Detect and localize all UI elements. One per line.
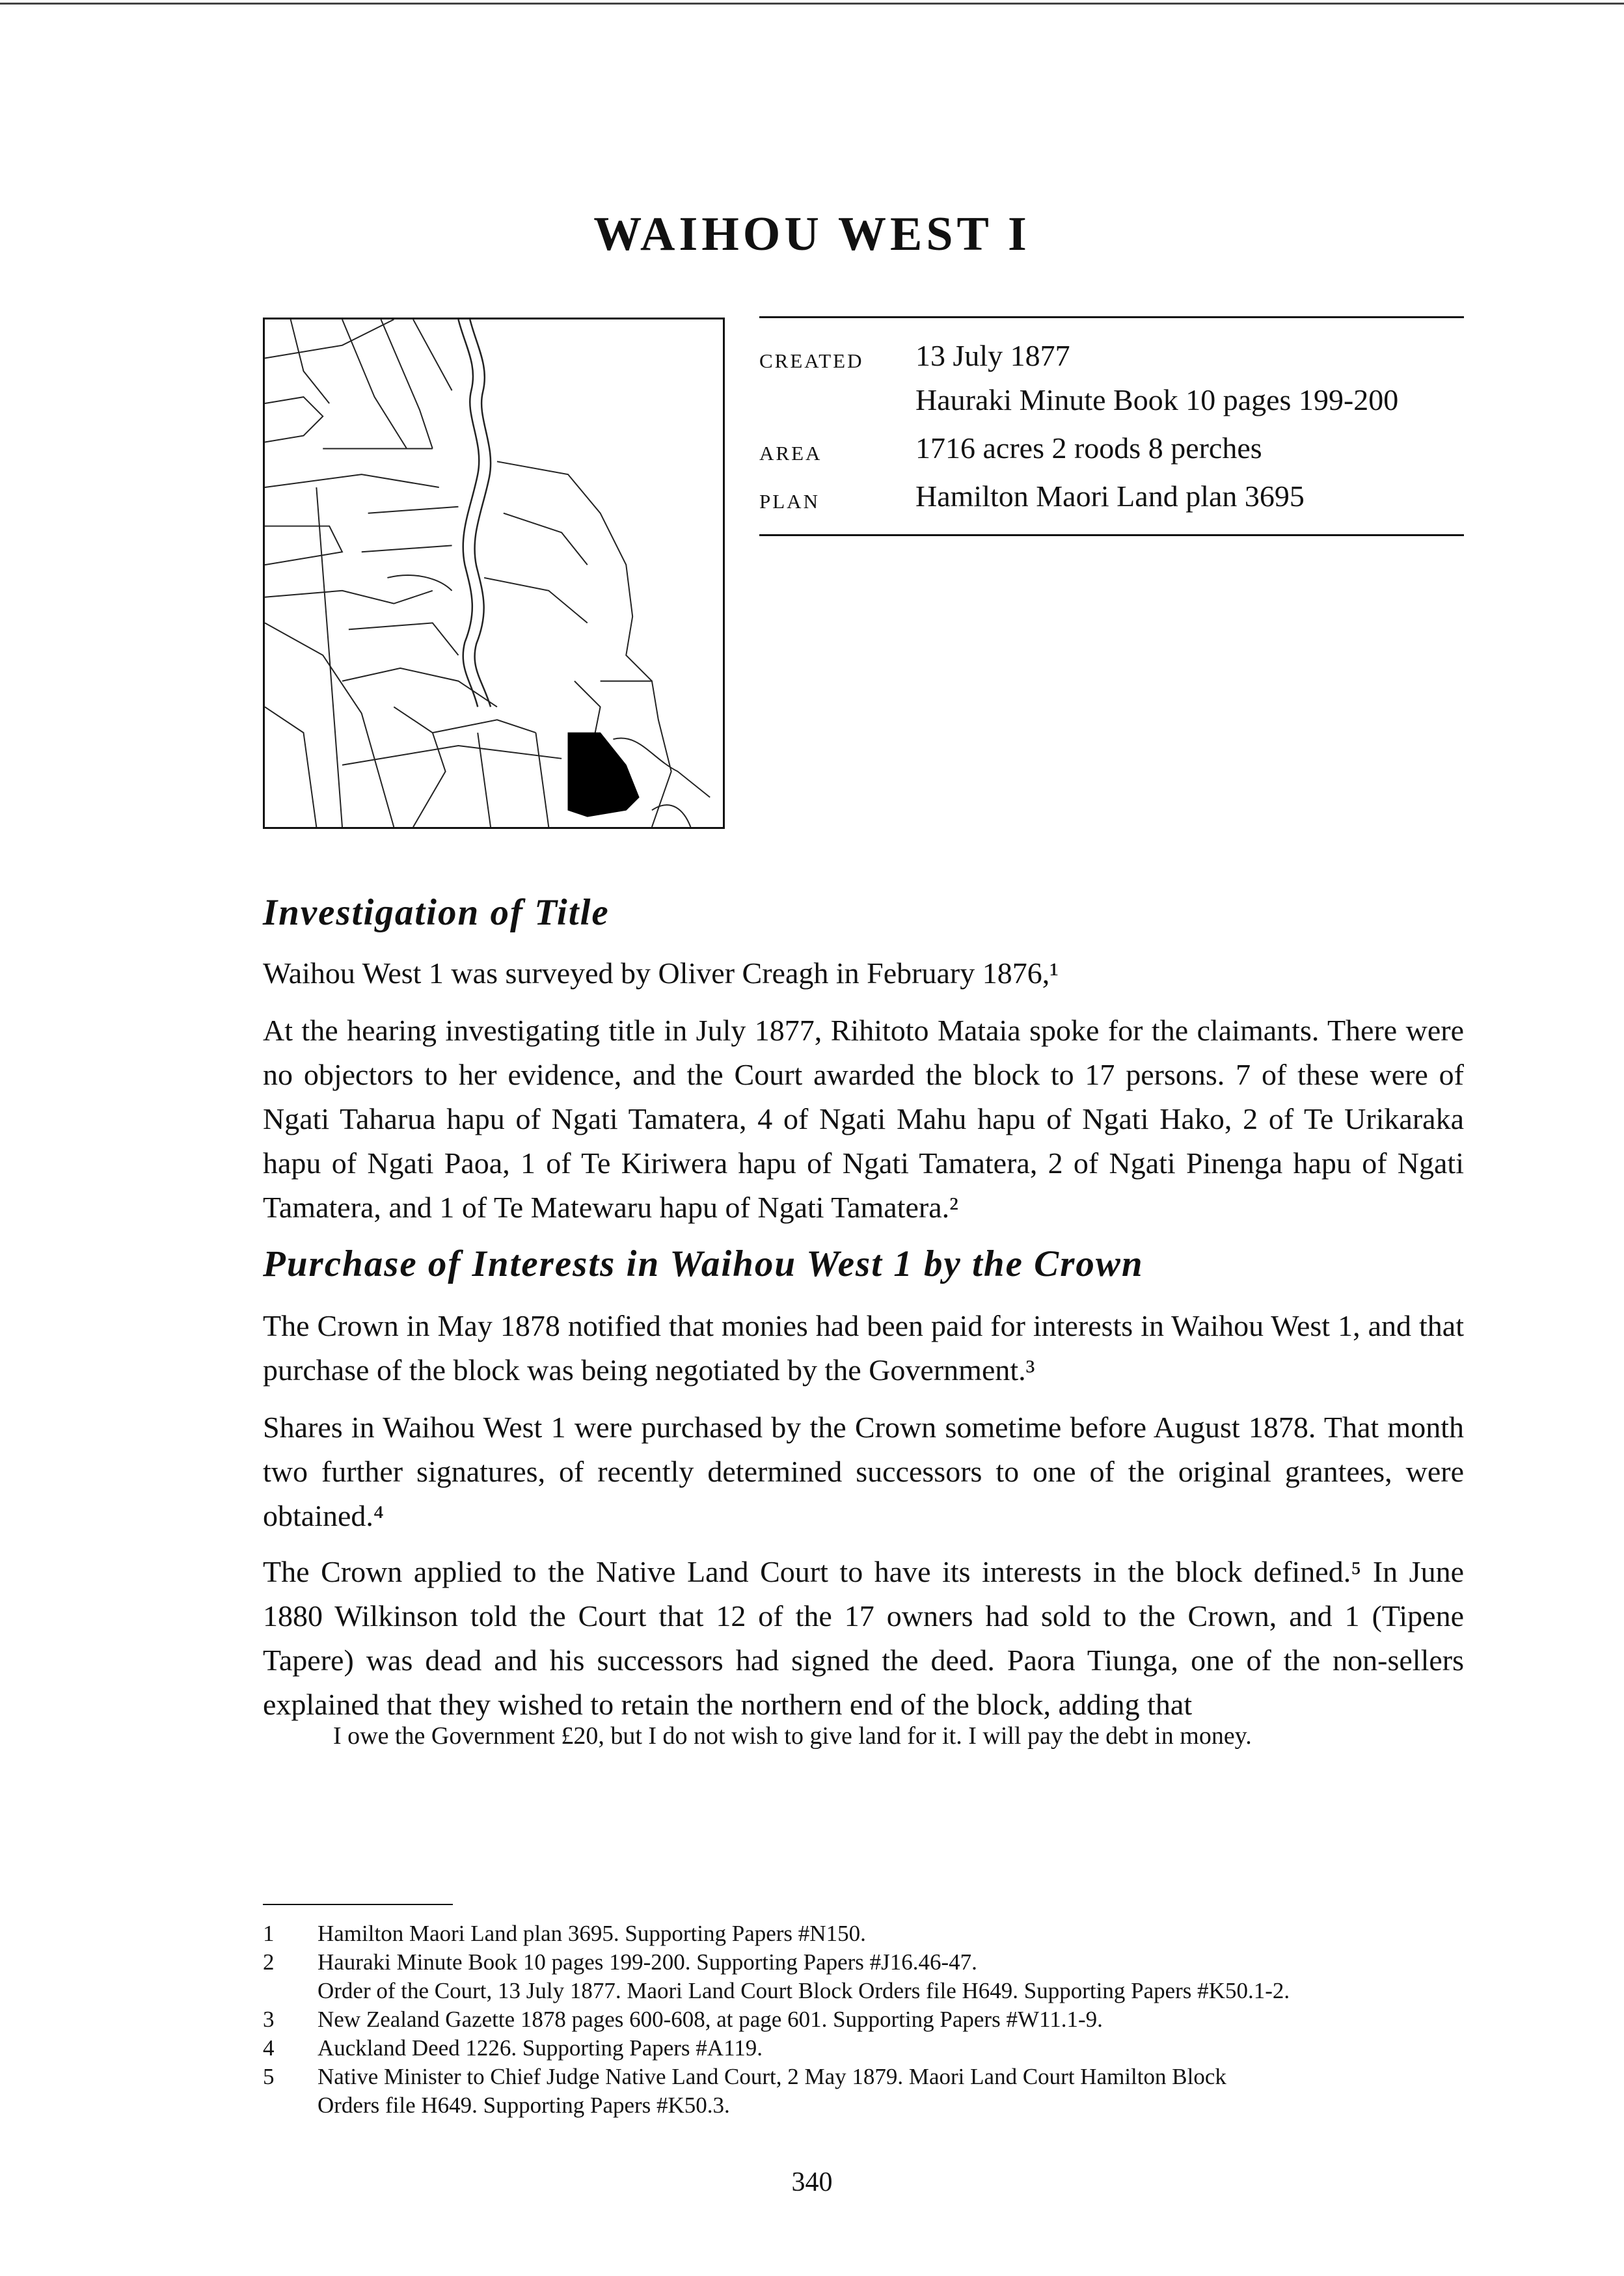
footnote-number: 5 (263, 2064, 275, 2089)
created-row (759, 334, 1464, 422)
footnote-text: Orders file H649. Supporting Papers #K50.3. (318, 2093, 730, 2118)
block-details-table (759, 316, 1464, 536)
paragraph: At the hearing investigating title in July 1877, Rihitoto Mataia spoke for the claimants. There were no objectors to her evidence, and the Court awarded the block to 17 persons. 7 of these were of Ngati Taharua hapu of Ngati Tamatera, 4 of Ngati Mahu hapu of Ngati Hako, 2 of Te Urikaraka hapu of Ngati Paoa, 1 of Te Kiriwera hapu of Ngati Tamatera, 2 of Ngati Pinenga hapu of Ngati Tamatera, and 1 of Te Matewaru hapu of Ngati Tamatera.² (263, 1014, 1464, 1224)
footnote (263, 1948, 1464, 2005)
block-map-drawing (265, 319, 723, 827)
footnote (263, 2005, 1464, 2034)
footnote-text: Hamilton Maori Land plan 3695. Supporting Papers #N150. (318, 1921, 866, 1946)
table-bottom-rule (759, 534, 1464, 536)
paragraph: Waihou West 1 was surveyed by Oliver Creagh in February 1876,¹ (263, 956, 1059, 990)
page-title: WAIHOU WEST I (593, 208, 1031, 261)
page-number: 340 (791, 2167, 833, 2197)
section-heading-investigation: Investigation of Title (263, 892, 610, 933)
footnote-number: 4 (263, 2035, 275, 2061)
plan-label: PLAN (759, 490, 820, 513)
footnote-number: 3 (263, 2007, 275, 2032)
footnote-text: New Zealand Gazette 1878 pages 600-608, at page 601. Supporting Papers #W11.1-9. (318, 2007, 1103, 2032)
footnote-rule (263, 1904, 453, 1905)
footnote (263, 2034, 1464, 2063)
footnote-text: Hauraki Minute Book 10 pages 199-200. Supporting Papers #J16.46-47. (318, 1949, 977, 1975)
area-row (759, 426, 1464, 470)
created-date: 13 July 1877 (915, 339, 1070, 372)
footnotes (263, 1919, 1464, 2120)
location-map (263, 318, 725, 829)
footnote-number: 2 (263, 1949, 275, 1975)
block-quote: I owe the Government £20, but I do not wish to give land for it. I will pay the debt in money. (333, 1722, 1252, 1750)
area-label: AREA (759, 442, 822, 465)
created-source: Hauraki Minute Book 10 pages 199-200 (915, 383, 1399, 416)
plan-row (759, 474, 1464, 519)
plan-value: Hamilton Maori Land plan 3695 (915, 480, 1305, 513)
top-border-rule (0, 3, 1624, 5)
created-value (915, 334, 1398, 422)
footnote-text: Order of the Court, 13 July 1877. Maori Land Court Block Orders file H649. Supporting Papers #K50.1-2. (318, 1978, 1290, 2003)
footnote-number: 1 (263, 1921, 275, 1946)
paragraph: The Crown in May 1878 notified that monies had been paid for interests in Waihou West 1, and that purchase of the block was being negotiated by the Government.³ (263, 1309, 1464, 1387)
waihou-west-1-block (568, 733, 639, 817)
section-heading-purchase: Purchase of Interests in Waihou West 1 by the Crown (263, 1243, 1144, 1284)
paragraph: The Crown applied to the Native Land Court to have its interests in the block defined.⁵ In June 1880 Wilkinson told the Court that 12 of the 17 owners had sold to the Crown, and 1 (Tipene Tapere) was dead and his successors had signed the deed. Paora Tiunga, one of the non-sellers explained that they wished to retain the northern end of the block, adding that (263, 1555, 1464, 1721)
footnote (263, 2063, 1464, 2120)
footnote-text: Native Minister to Chief Judge Native Land Court, 2 May 1879. Maori Land Court Hamilton Block (318, 2064, 1226, 2089)
footnote-text: Auckland Deed 1226. Supporting Papers #A119. (318, 2035, 763, 2061)
created-label: CREATED (759, 349, 864, 372)
paragraph: Shares in Waihou West 1 were purchased by the Crown sometime before August 1878. That month two further signatures, of recently determined successors to one of the original grantees, were obtained.⁴ (263, 1411, 1464, 1532)
area-value: 1716 acres 2 roods 8 perches (915, 431, 1262, 465)
footnote (263, 1919, 1464, 1948)
